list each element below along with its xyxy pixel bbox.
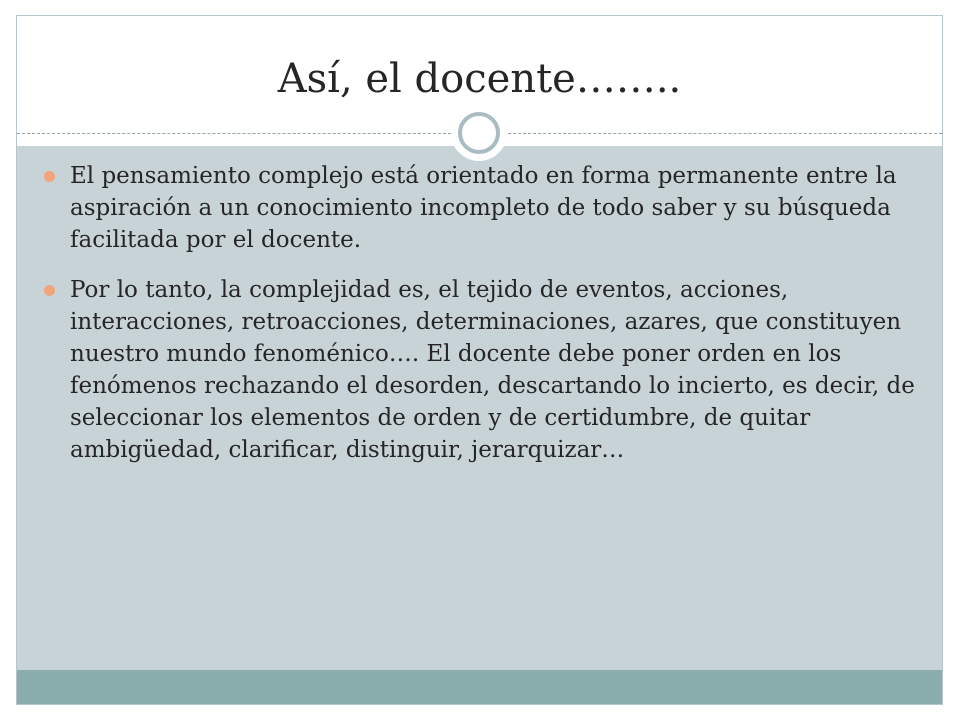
bullet-list bbox=[70, 160, 930, 484]
bullet-text: Por lo tanto, la complejidad es, el tejido de eventos, acciones, interacciones, retroacciones, determinaciones, azares, que constituyen nuestro mundo fenoménico…. El docente debe poner orden en los fenómenos rechazando el desorden, descartando lo incierto, es decir, de seleccionar los elementos de orden y de certidumbre, de quitar ambigüedad, clarificar, distinguir, jerarquizar… bbox=[70, 277, 915, 463]
footer-band bbox=[17, 670, 942, 704]
ring-inner-icon bbox=[458, 112, 500, 154]
bullet-dot-icon bbox=[44, 171, 55, 182]
bullet-item bbox=[70, 274, 930, 466]
bullet-text: El pensamiento complejo está orientado en forma permanente entre la aspiración a un conocimiento incompleto de todo saber y su búsqueda facilitada por el docente. bbox=[70, 163, 897, 253]
bullet-item bbox=[70, 160, 930, 256]
slide-title: Así, el docente…….. bbox=[277, 56, 682, 102]
bullet-dot-icon bbox=[44, 285, 55, 296]
